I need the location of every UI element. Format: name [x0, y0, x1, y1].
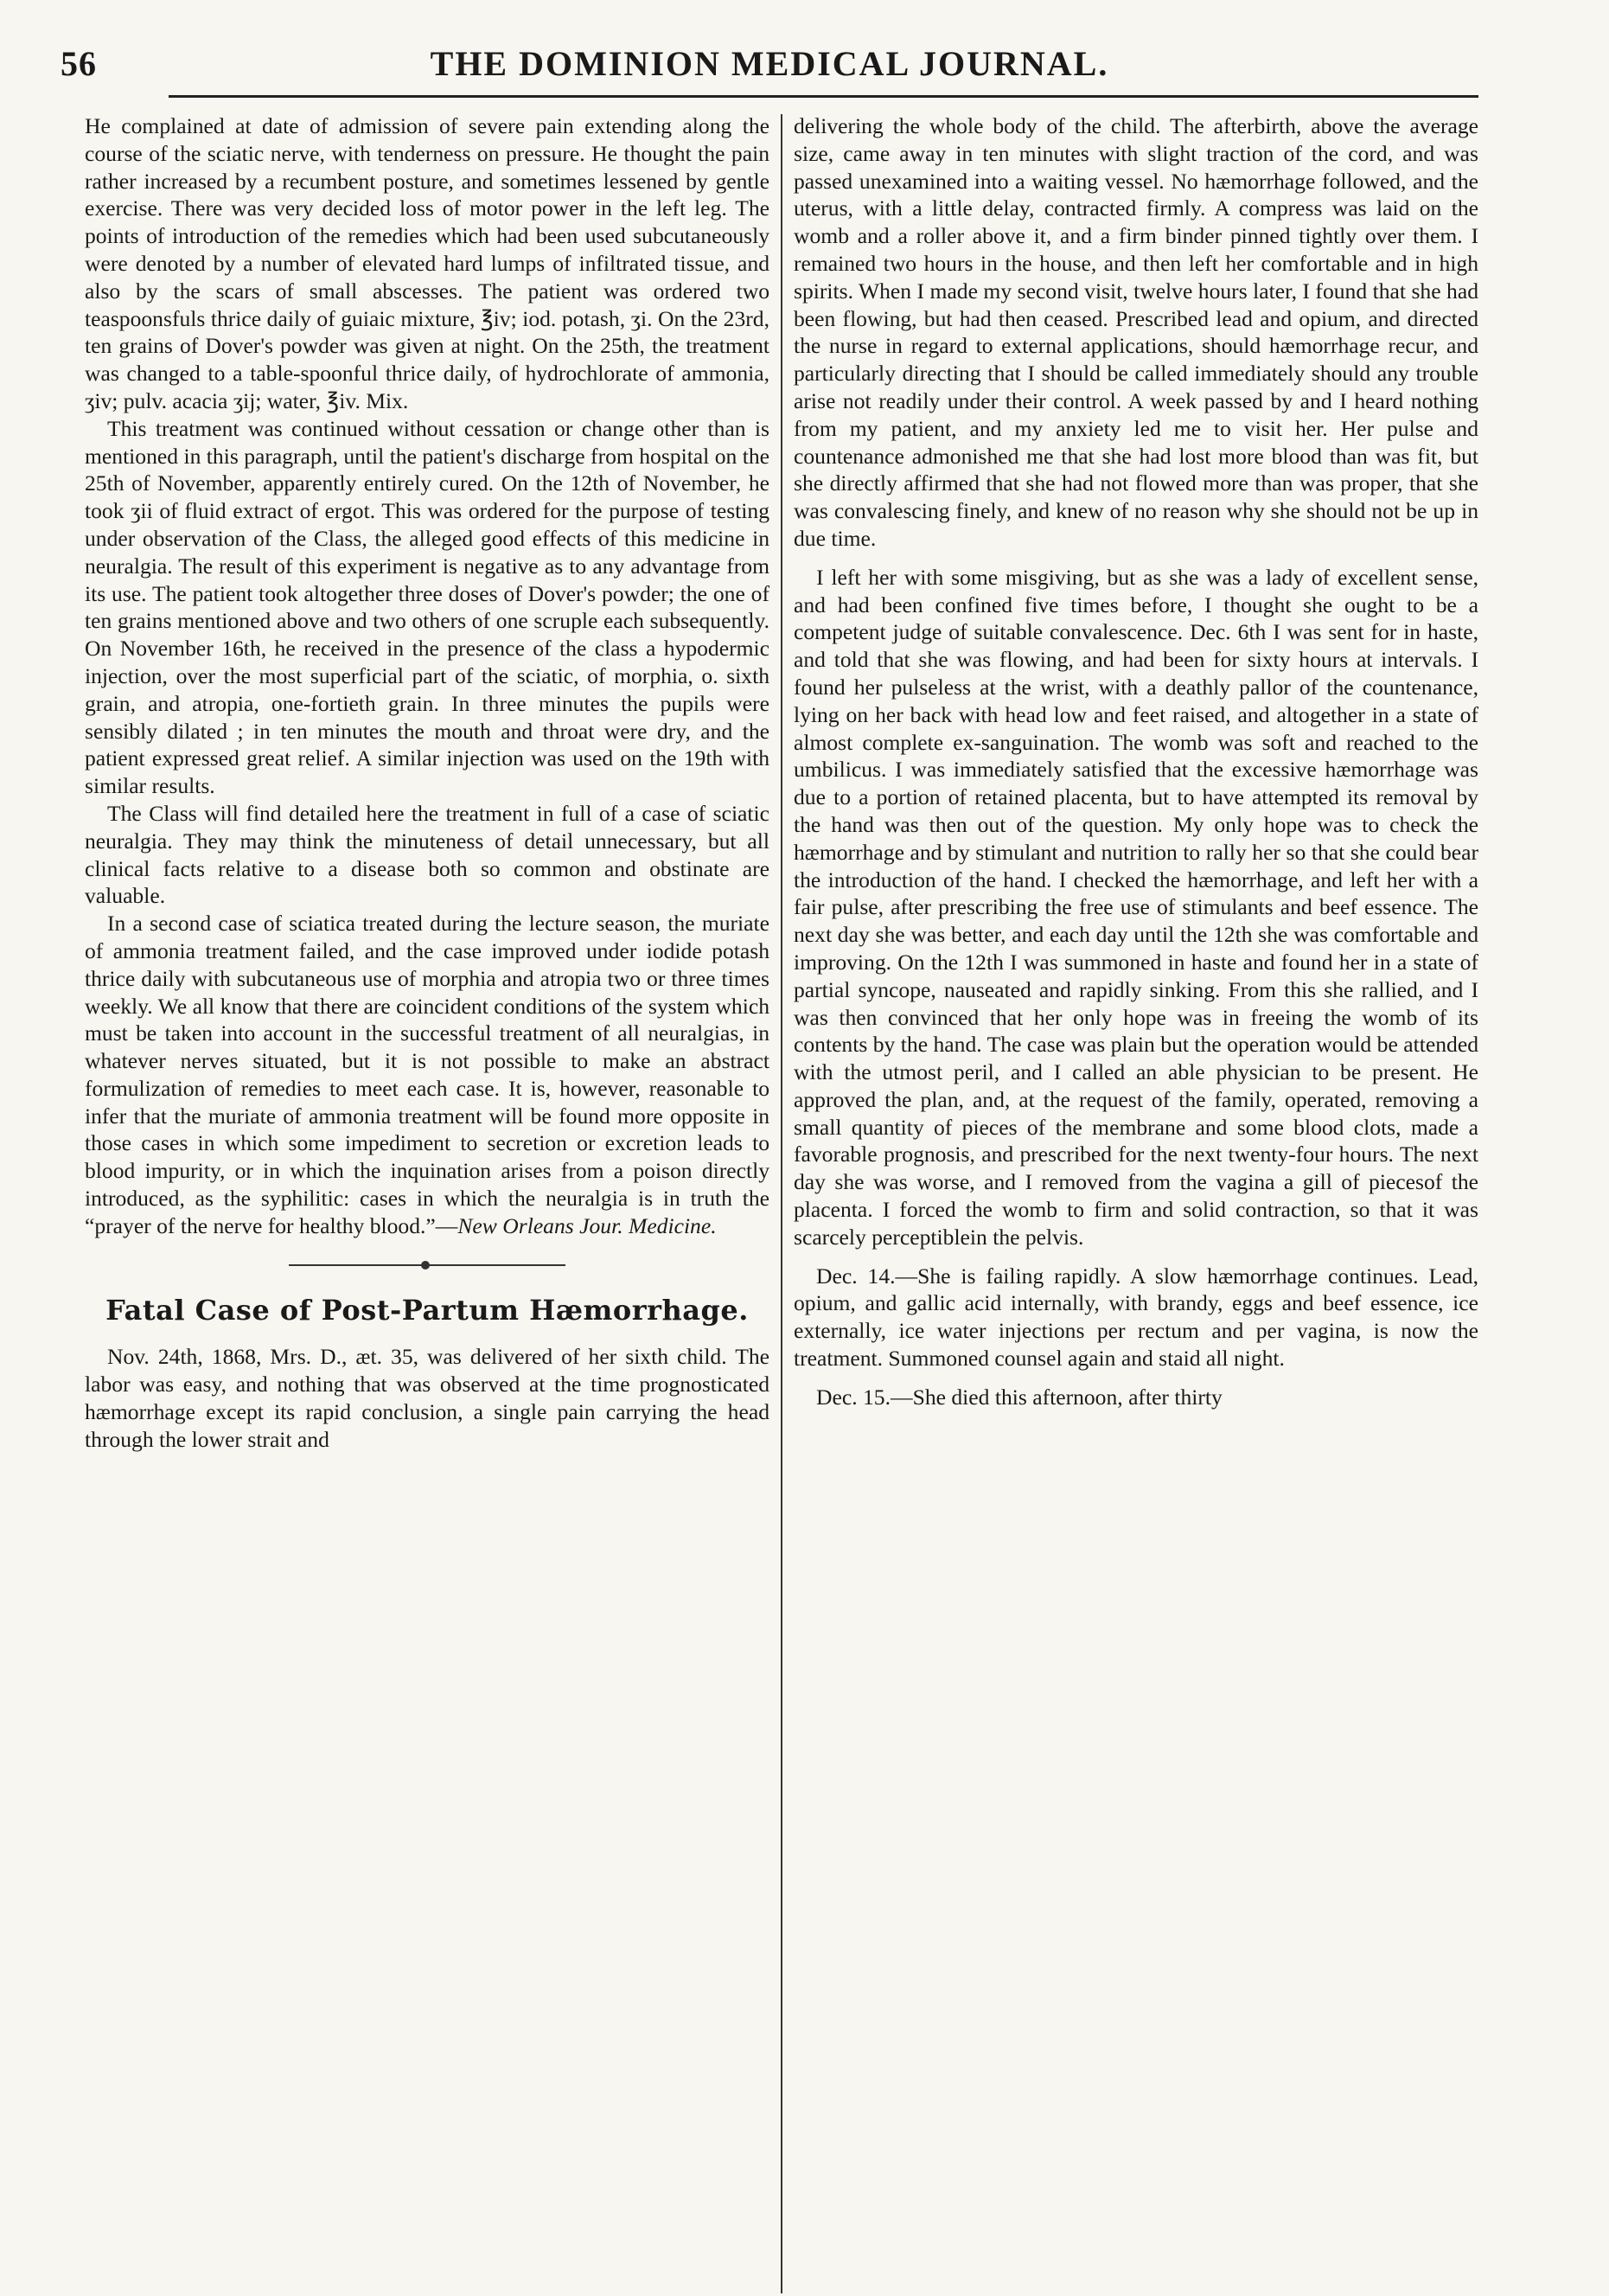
paragraph-text: In a second case of sciatica treated during the lecture season, the muriate of ammonia treatment failed, and the case improved under iodide potash thrice daily with subcutaneous use of morphia and atropia two or three times weekly. We all know that there are coincident conditions of the system which must be taken into account in the successful treatment of all neuralgias, in whatever nerves situated, but it is not possible to make an abstract formulization of remedies to meet each case. It is, however, reasonable to infer that the muriate of ammonia treatment will be found more opposite in those cases in which some impediment to secretion or excretion leads to blood impurity, or in which the inquination arises from a poison directly introduced, as the syphilitic: cases in which the neuralgia is in truth the “prayer of the nerve for healthy blood.”—	[85, 911, 769, 1238]
paragraph: Dec. 14.—She is failing rapidly. A slow hæmorrhage continues. Lead, opium, and gallic acid internally, with brandy, eggs and beef essence, ice externally, ice water injections per rectum and per vagina, is now the treatment. Summoned counsel again and staid all night.	[794, 1263, 1478, 1372]
section-divider	[289, 1259, 565, 1271]
running-title: THE DOMINION MEDICAL JOURNAL.	[430, 44, 1109, 83]
paragraph	[85, 910, 769, 1240]
paragraph: Dec. 15.—She died this afternoon, after thirty	[816, 1384, 1223, 1410]
paragraph: This treatment was continued without cessation or change other than is mentioned in this paragraph, until the patient's discharge from hospital on the 25th of November, apparently entirely cured. On the 12th of November, he took ʒii of fluid extract of ergot. This was ordered for the purpose of testing under observation of the Class, the alleged good effects of this medicine in neuralgia. The result of this experiment is negative as to any advantage from its use. The patient took altogether three doses of Dover's powder; the one of ten grains mentioned above and two others of one scruple each subsequently. On November 16th, he received in the presence of the class a hypodermic injection, over the most superficial part of the sciatic, of morphia, o. sixth grain, and atropia, one-fortieth grain. In three minutes the pupils were sensibly dilated ; in ten minutes the mouth and throat were dry, and the patient expressed great relief. A similar injection was used on the 19th with similar results.	[85, 415, 769, 799]
left-column	[85, 112, 769, 1454]
paragraph: The Class will find detailed here the treatment in full of a case of sciatic neuralgia. They may think the minuteness of detail unnecessary, but all clinical facts relative to a disease both so common and obstinate are valuable.	[85, 800, 769, 909]
paragraph: I left her with some misgiving, but as she was a lady of excellent sense, and had been confined five times before, I thought she ought to be a competent judge of suitable convalescence. Dec. 6th I was sent for in haste, and told that she was flowing, and had been for sixty hours at intervals. I found her pulseless at the wrist, with a deathly pallor of the countenance, lying on her back with head low and feet raised, and altogether in a state of almost complete ex-sanguination. The womb was soft and reached to the umbilicus. I was immediately satisfied that the excessive hæmorrhage was due to a portion of retained placenta, but to have attempted its removal by the hand was then out of the question. My only hope was to check the hæmorrhage and by stimulant and nutrition to rally her so that she could bear the introduction of the hand. I checked the hæmorrhage, and left her with a fair pulse, after prescribing the free use of stimulants and beef essence. The next day she was better, and each day until the 12th she was comfortable and improving. On the 12th I was summoned in haste and found her in a state of partial syncope, nauseated and rapidly sinking. From this she rallied, and I was then convinced that her only hope was in freeing the womb of its contents by the hand. The case was plain but the operation would be attended with the utmost peril, and I called an able physician to be present. He approved the plan, and, at the request of the family, operated, removing a small quantity of pieces of the membrane and some blood clots, made a favorable prognosis, and prescribed for the next twenty-four hours. The next day she was worse, and I removed from the vagina a gill of piecesof the placenta. I forced the womb to firm and solid contraction, so that it was scarcely perceptiblein the pelvis.	[794, 564, 1478, 1250]
column-divider	[781, 114, 782, 2293]
paragraph: delivering the whole body of the child. The afterbirth, above the average size, came away in ten minutes with slight traction of the cord, and was passed unexamined into a waiting vessel. No hæmorrhage followed, and the uterus, with a little delay, contracted firmly. A compress was laid on the womb and a roller above it, and a firm binder pinned tightly over them. I remained two hours in the house, and then left her comfortable and in high spirits. When I made my second visit, twelve hours later, I found that she had been flowing, but had then ceased. Prescribed lead and opium, and directed the nurse in regard to external applications, should hæmorrhage recur, and particularly directing that I should be called immediately should any trouble arise not readily under their control. A week passed by and I heard nothing from my patient, and my anxiety led me to visit her. Her pulse and countenance admonished me that she had lost more blood than was fit, but she directly affirmed that she had not flowed more than was proper, that she was convalescing finely, and knew of no reason why she should not be up in due time.	[794, 113, 1478, 551]
paragraph: Nov. 24th, 1868, Mrs. D., æt. 35, was delivered of her sixth child. The labor was easy, and nothing that was observed at the time prognosticated hæmorrhage except its rapid conclusion, a single pain carrying the head through the lower strait and	[85, 1344, 769, 1452]
divider-dot	[421, 1261, 430, 1270]
paragraph: He complained at date of admission of severe pain extending along the course of the sciatic nerve, with tenderness on pressure. He thought the pain rather increased by a recumbent posture, and sometimes lessened by gentle exercise. There was very decided loss of motor power in the left leg. The points of introduction of the remedies which had been used subcutaneously were denoted by a number of elevated hard lumps of infiltrated tissue, and also by the scars of small abscesses. The patient was ordered two teaspoonsfuls thrice daily of guiaic mixture, ℥iv; iod. potash, ʒi. On the 23rd, ten grains of Dover's powder was given at night. On the 25th, the treatment was changed to a table-spoonful thrice daily, of hydrochlorate of ammonia, ʒiv; pulv. acacia ʒij; water, ℥iv. Mix.	[85, 113, 769, 413]
right-column	[794, 112, 1478, 1411]
article-title: Fatal Case of Post-Partum Hæmorrhage.	[105, 1293, 749, 1327]
header-rule	[169, 95, 1478, 98]
page-number: 56	[61, 44, 97, 83]
source-citation: New Orleans Jour. Medicine.	[457, 1212, 717, 1238]
page-header	[61, 35, 1478, 104]
